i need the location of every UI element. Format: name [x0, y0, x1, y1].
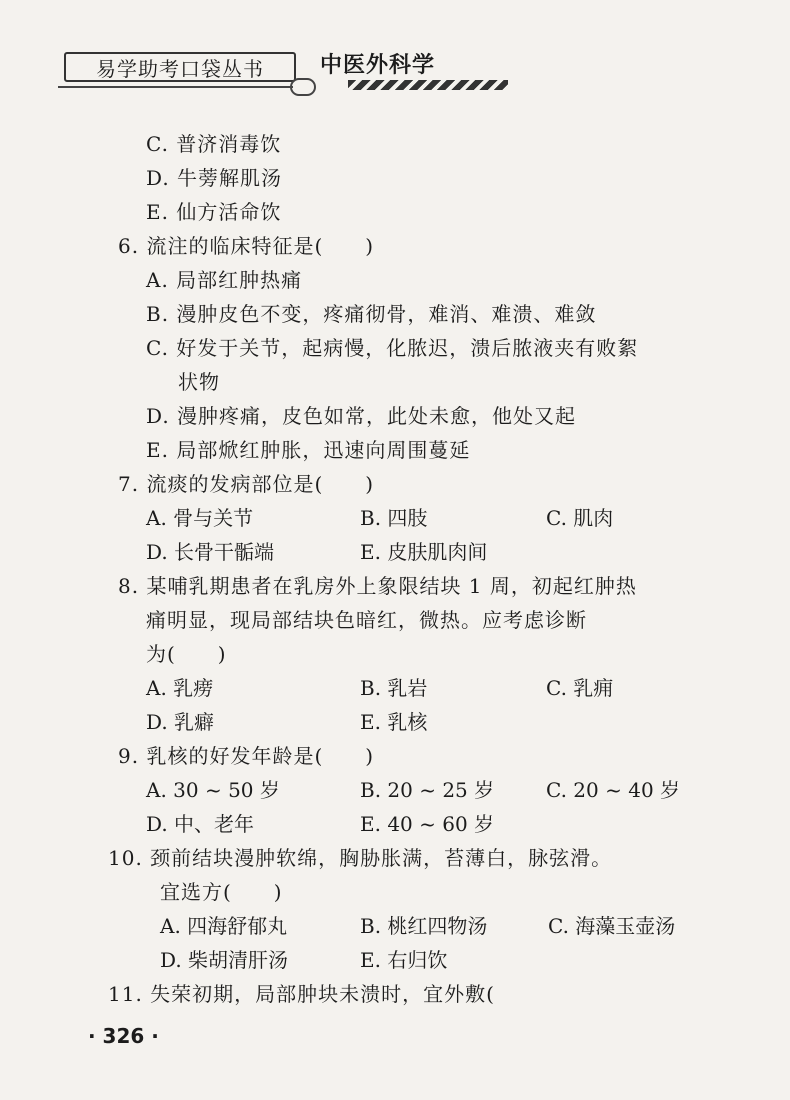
q7-option-d: D. 长骨干骺端 [146, 540, 275, 564]
q9-option-c: C. 20 ~ 40 岁 [546, 778, 681, 802]
q10-stem-line2: 宜选方( ) [160, 880, 283, 904]
header-stripe-ornament [348, 80, 508, 90]
q8-option-e: E. 乳核 [360, 710, 428, 734]
q6-option-d: D. 漫肿疼痛，皮色如常，此处未愈，他处又起 [146, 404, 577, 428]
q9-option-a: A. 30 ~ 50 岁 [146, 778, 280, 802]
q7-option-c: C. 肌肉 [546, 506, 614, 530]
q8-stem-line2: 痛明显，现局部结块色暗红，微热。应考虑诊断 [146, 608, 587, 632]
q5-option-d: D. 牛蒡解肌汤 [146, 166, 283, 190]
q5-option-e: E. 仙方活命饮 [146, 200, 282, 224]
q10-stem-line1: 10. 颈前结块漫肿软绵，胸胁胀满，苔薄白，脉弦滑。 [108, 846, 613, 870]
running-header [58, 42, 758, 102]
q7-option-b: B. 四肢 [360, 506, 428, 530]
q10-option-a: A. 四海舒郁丸 [160, 914, 288, 938]
q6-option-c-cont: 状物 [178, 370, 220, 394]
q6-option-c: C. 好发于关节，起病慢，化脓迟，溃后脓液夹有败絮 [146, 336, 639, 360]
header-rule [58, 86, 293, 88]
q7-stem: 7. 流痰的发病部位是( ) [118, 472, 375, 496]
q7-option-e: E. 皮肤肌肉间 [360, 540, 488, 564]
q8-stem-line1: 8. 某哺乳期患者在乳房外上象限结块 1 周，初起红肿热 [118, 574, 637, 598]
q8-option-c: C. 乳痈 [546, 676, 614, 700]
q8-stem-line3: 为( ) [146, 642, 227, 666]
q6-option-b: B. 漫肿皮色不变，疼痛彻骨，难消、难溃、难敛 [146, 302, 597, 326]
q9-stem: 9. 乳核的好发年龄是( ) [118, 744, 375, 768]
q8-option-a: A. 乳痨 [146, 676, 214, 700]
q7-option-a: A. 骨与关节 [146, 506, 254, 530]
series-title: 易学助考口袋丛书 [64, 52, 296, 82]
q8-option-d: D. 乳癖 [146, 710, 215, 734]
page-number: · 326 · [88, 1024, 159, 1048]
q11-stem: 11. 失荣初期，局部肿块未溃时，宜外敷( [108, 982, 495, 1006]
q9-option-e: E. 40 ~ 60 岁 [360, 812, 495, 836]
q6-option-a: A. 局部红肿热痛 [146, 268, 303, 292]
header-ring-ornament [290, 78, 316, 96]
q9-option-b: B. 20 ~ 25 岁 [360, 778, 495, 802]
q10-option-c: C. 海藻玉壶汤 [548, 914, 676, 938]
q9-option-d: D. 中、老年 [146, 812, 255, 836]
q5-option-c: C. 普济消毒饮 [146, 132, 282, 156]
q6-option-e: E. 局部焮红肿胀，迅速向周围蔓延 [146, 438, 471, 462]
q8-option-b: B. 乳岩 [360, 676, 428, 700]
q6-stem: 6. 流注的临床特征是( ) [118, 234, 375, 258]
subject-title: 中医外科学 [320, 53, 436, 78]
q10-option-d: D. 柴胡清肝汤 [160, 948, 289, 972]
q10-option-b: B. 桃红四物汤 [360, 914, 488, 938]
q10-option-e: E. 右归饮 [360, 948, 448, 972]
